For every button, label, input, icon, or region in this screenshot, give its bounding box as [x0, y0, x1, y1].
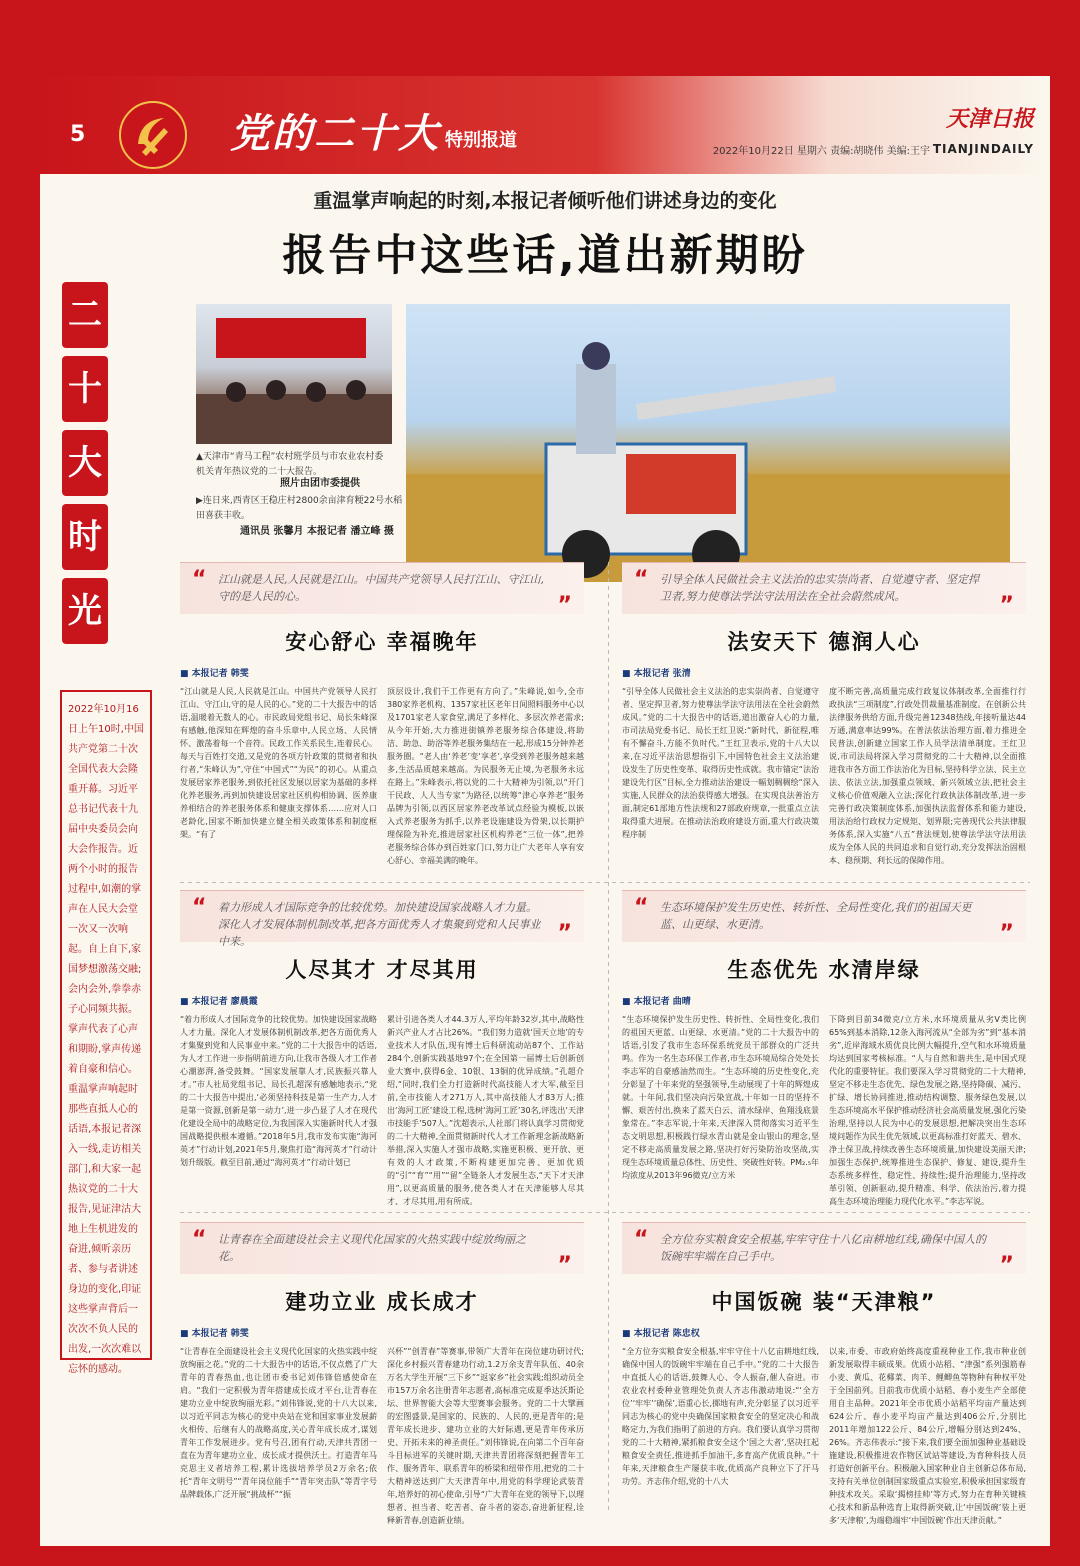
- article: [180, 562, 584, 874]
- article-title: 人尽其才 才尽其用: [285, 958, 479, 982]
- meeting-photo: [196, 304, 392, 444]
- quote-open-icon: “: [192, 1227, 207, 1252]
- quote-text: 江山就是人民,人民就是江山。中国共产党领导人民打江山、守江山,守的是人民的心。: [218, 573, 544, 603]
- article-body: 顶层设计,我们干工作更有方向了。”朱峰说,如今,全市380家养老机构、1357家社区老年日间照料服务中心以及1701家老人家食堂,满足了多样化、多层次养老需求;从今年开始,大力推进街镇养老服务综合体建设,将助洁、助急、助浴等养老服务集结在一起,形成15分钟养老服务圈。“老人由‘养老’变‘享老’,享受到养老服务越来越多,生活品质越来越高。为民服务无止境,为老服务永远在路上。”朱峰表示,将以党的二十大精神为引领,以“开门干民政、人人当专家”为路径,以统筹“津心享养老”服务品牌为引领,以西区居家养老改革试点经验为模板,以嵌入式养老服务为抓手,以养老设施建设为骨架,以长期护理保险为补充,推进居家社区机构养老“三位一体”,把养老服务综合体办到百姓家门口,努力让广大老年人享有安心舒心、幸福美满的晚年。: [387, 687, 584, 865]
- lead-kicker: 重温掌声响起的时刻,本报记者倾听他们讲述身边的变化: [313, 190, 777, 212]
- quote-open-icon: “: [634, 895, 649, 920]
- article-byline: ■ 本报记者 韩雯: [180, 666, 584, 679]
- quote-close-icon: ”: [557, 1253, 572, 1278]
- article-body: “全方位夯实粮食安全根基,牢牢守住十八亿亩耕地红线,确保中国人的饭碗牢牢端在自己手中。”党的二十大报告中直抵人心的话语,鼓舞人心、令人振奋,催人奋进。市农业农村委种业管理处负责人齐志伟激动地说:“‘全方位’‘牢牢’‘确保’,语重心长,掷地有声,充分彰显了以习近平同志为核心的党中央确保国家粮食安全的坚定决心和战略定力,为我们指明了前进的方向。我们要认真学习贯彻党的二十大精神,紧抓粮食安全这个‘国之大者’,坚决扛起粮食安全责任,推进抓手加油干,多育高产优质良种。”十年来,天津粮食生产屡获丰收,优质高产良种立下了汗马功劳。齐志伟介绍,党的十八大: [622, 1347, 819, 1486]
- article-byline: ■ 本报记者 曲晴: [622, 994, 1026, 1007]
- column-vertical-title: [62, 282, 108, 652]
- section-divider: [180, 882, 1030, 883]
- article-title: 生态优先 水清岸绿: [727, 958, 921, 982]
- dateline: 2022年10月22日 星期六 责编:胡晓伟 美编:王宇: [712, 146, 930, 157]
- column-intro: 2022年10月16日上午10时,中国共产党第二十次全国代表大会隆重开幕。习近平总书记代表十九届中央委员会向大会作报告。近两个小时的报告过程中,如潮的掌声在人民大会堂一次又一次响起。自上自下,家国梦想激荡交融;会内会外,拳拳赤子心同频共振。掌声代表了心声和期盼,掌声传递着自豪和信心。重温掌声响起时那些直抵人心的话语,本报记者深入一线,走访相关部门,和大家一起热议党的二十大报告,见证津沽大地上生机进发的奋进,倾听亲历者、参与者讲述身边的变化,印证这些掌声背后一次次不负人民的出发,一次次难以忘怀的感动。: [60, 690, 152, 1360]
- party-emblem-icon: [118, 100, 188, 170]
- quote-open-icon: “: [634, 567, 649, 592]
- article-quote: [180, 890, 584, 948]
- quote-open-icon: “: [192, 895, 207, 920]
- harvest-photo: [406, 304, 1010, 582]
- quote-open-icon: “: [634, 1227, 649, 1252]
- section-divider: [180, 1212, 1030, 1213]
- article: [622, 562, 1026, 874]
- newspaper-masthead-en: TIANJINDAILY: [932, 142, 1034, 156]
- quote-text: 着力形成人才国际竞争的比较优势。加快建设国家战略人才力量。深化人才发展体制机制改革,把各方面优秀人才集聚到党和人民事业中来。: [218, 901, 541, 948]
- quote-open-icon: “: [192, 567, 207, 592]
- vertical-char: 时: [62, 504, 108, 570]
- article: [180, 1222, 584, 1534]
- article-quote: [622, 1222, 1026, 1278]
- article-body: 下降到目前34微克/立方米,水环境质量从劣Ⅴ类比例65%到基本消除,12条入海河流从“全部为劣”到“基本消劣”,近岸海域水质优良比例大幅提升,空气和水环境质量均达到国家考核标准。“人与自然和谐共生,是中国式现代化的重要特征。我们要深入学习贯彻党的二十大精神,坚定不移走生态优先、绿色发展之路,坚持降碳、减污、扩绿、增长协同推进,推动结构调整、服务绿色发展,以生态环境高水平保护推动经济社会高质量发展,强化污染治理,坚持以人民为中心的发展思想,把解决突出生态环境问题作为民生优先领域,以更高标准打好蓝天、碧水、净土保卫战,持续改善生态环境质量,加快建设美丽天津;加强生态保护,统筹推进生态保护、修复、建设,提升生态系统多样性、稳定性、持续性;提升治理能力,坚持改革引领、创新驱动,提升精准、科学、依法治污,着力提高生态环境治理能力现代化水平。”李志军说。: [829, 1015, 1026, 1206]
- article-body: “江山就是人民,人民就是江山。中国共产党领导人民打江山、守江山,守的是人民的心。”党的二十大报告中的话语,温暖着无数人的心。市民政局党组书记、局长朱峰深有感触,他深知在辉煌的奋斗乐章中,人民立场、人民情怀、激荡着每一个音符。民政工作关系民生,连着民心。每天与百姓打交道,又是党的各项方针政策的贯彻者和执行者,“朱峰认为”,守住“中国式”“为民”的初心。从重点发展居家养老服务,到依托社区发展以居家为基础的多样化养老服务,再到加快建设居家社区机构相协调、医养康养相结合的养老服务体系和健康支撑体系……应对人口老龄化,国家不断加快建立健全相关政策体系和制度框架。“有了: [180, 687, 377, 839]
- page-number: 5: [70, 122, 86, 147]
- newspaper-page: [40, 76, 1050, 1546]
- special-report-title: 党的二十大: [230, 110, 440, 157]
- special-report-subtitle: 特别报道: [445, 130, 517, 151]
- quote-close-icon: ”: [999, 593, 1014, 618]
- page-header: [40, 76, 1050, 174]
- photo-credit: 通讯员 张馨月 本报记者 潘立峰 摄: [240, 526, 394, 537]
- article-title: 中国饭碗 装“天津粮”: [711, 1290, 937, 1314]
- newspaper-masthead: 天津日报: [945, 106, 1034, 132]
- quote-close-icon: ”: [999, 921, 1014, 946]
- article-quote: [180, 1222, 584, 1278]
- quote-close-icon: ”: [557, 593, 572, 618]
- article-body: 兴杯”“创青春”等赛事,带领广大青年在岗位建功研讨代;深化乡村振兴青春建功行动,1.2万余支青年队伍、40余万名大学生开展“三下乡”“返家乡”社会实践;组织动员全市157万余名注册青年志愿者,高标准完成夏季达沃斯论坛、世界智能大会等大型赛事会服务。党的二十大擘画的宏图盛景,是国家的、民族的、人民的,更是青年的;是青年成长进步、建功立业的大好际遇,更是青年传承历史、开拓未来的神圣责任。”刘伟锋说,在向第二个百年奋斗目标进军的关键时期,天津共青团将深刻把握青年工作、服务青年、联系青年的桥梁和纽带作用,把党的二十大精神送达到广大天津青年中,用党的科学理论武装青年,培养好的初心使命,引导“广大青年在党的领导下,以理想者、担当者、吃苦者、奋斗者的姿态,奋进新征程,诠释新青春,创造新业绩。: [387, 1347, 584, 1525]
- quote-text: 生态环境保护发生历史性、转折性、全局性变化,我们的祖国天更蓝、山更绿、水更清。: [660, 901, 972, 931]
- quote-close-icon: ”: [557, 921, 572, 946]
- article-byline: ■ 本报记者 韩雯: [180, 1326, 584, 1339]
- quote-close-icon: ”: [999, 1253, 1014, 1278]
- article: [180, 890, 584, 1206]
- article-body: “引导全体人民做社会主义法治的忠实崇尚者、自觉遵守者、坚定捍卫者,努力使尊法学法守法用法在全社会蔚然成风。”党的二十大报告中的话语,道出激奋人心的力量,市司法局党委书记、局长王红卫说:“新时代、新征程,唯有不懈奋斗,方能不负时代。”王红卫表示,党的十八大以来,在习近平法治思想指引下,中国特色社会主义法治建设发生了历史性变革、取得历史性成就。我市锚定“法治建设先行区”目标,全力推动法治建设一幅划稠稠绘“深入实施,人民群众的法治获得感大增强。在实现良法善治方面,制定61部地方性法规和27部政府规章,一批重点立法取得重大进展。在推动法治政府建设方面,重大行政决策程序制: [622, 687, 819, 839]
- article-byline: ■ 本报记者 陈忠权: [622, 1326, 1026, 1339]
- lead-headline: 报告中这些话,道出新期盼: [282, 231, 808, 281]
- quote-text: 全方位夯实粮食安全根基,牢牢守住十八亿亩耕地红线,确保中国人的饭碗牢牢端在自己手中。: [660, 1233, 986, 1263]
- article-body: “生态环境保护发生历史性、转折性、全局性变化,我们的祖国天更蓝、山更绿、水更清。”党的二十大报告中的话语,引发了我市生态环保系统党员干部群众的广泛共鸣。作为一名生态环保工作者,市生态环境局综合处处长李志军的自豪感油然而生。“生态环境的历史性变化,充分彰显了十年来党的坚强领导,生动展现了十年的辉煌成就。十年间,我们坚决向污染宣战,十年如一日的坚持不懈、艰苦付出,换来了蓝天白云、清水绿岸、鱼翔浅底景象常在。”李志军说,十年来,天津深入贯彻落实习近平生态文明思想,积极践行绿水青山就是金山银山的理念,坚定不移走高质量发展之路,坚决打好污染防治攻坚战,实现生态环境质量总体性、历史性、突破性好转。PM₂.₅年均浓度从2013年96微克/立方米: [622, 1015, 819, 1180]
- photo-credit: 照片由团市委提供: [280, 478, 360, 489]
- photo-caption: ▲天津市“青马工程”农村班学员与市农业农村委机关青年热议党的二十大报告。: [196, 452, 384, 477]
- quote-text: 引导全体人民做社会主义法治的忠实崇尚者、自觉遵守者、坚定捍卫者,努力使尊法学法守法用法在全社会蔚然成风。: [660, 573, 979, 603]
- article-body: “让青春在全面建设社会主义现代化国家的火热实践中绽放绚丽之花。”党的二十大报告中的话语,不仅点燃了广大青年的青春热血,也让团市委书记刘伟锋倍感使命在肩。“我们一定积极为青年搭建成长成才平台,让青春在建功立业中绽放绚丽光彩。”刘伟锋说,党的十八大以来,以习近平同志为核心的党中央站在党和国家事业发展薪火相传、后继有人的战略高度,关心青年成长成才,谋划青年工作发展进步。党有号召,团有行动,天津共青团一直在为青年建功立业、成长成才提供沃土。打造青年马克思主义者培养工程,累计选拔培养学员2万余名;依托“青年文明号”“青年岗位能手”“青年突击队”等青字号品牌载体,广泛开展“挑战杯”“振: [180, 1347, 377, 1499]
- article-title: 安心舒心 幸福晚年: [285, 630, 479, 654]
- article-body: 累计引进各类人才44.3万人,平均年龄32岁,其中,战略性新兴产业人才占比26%。“我们努力造就‘国天立地’的专业技术人才队伍,现有博士后科研流动站87个、工作站284个,创新实践基地97个;在全国第一届博士后创新创业大赛中,获得6金、10银、13铜的优异成绩。”孔超介绍,“同时,我们全力打造新时代高技能人才大军,截至目前,全市技能人才271万人,其中高技能人才83万人;推出‘海河工匠’建设工程,选树‘海河工匠’30名,评选出‘天津市技能手’507人。”沈超表示,人社部门将认真学习贯彻党的二十大精神,全面贯彻新时代人才工作新理念新战略新举措,深入实施人才强市战略,实施更积极、更开放、更有效的人才政策,不断构建更加完善、更加优质的“引”“育”“用”“留”全链条人才发展生态,“天下才天津用”,以更高质量的服务,使各类人才在天津能够人尽其才、才尽其用,用有所成。: [387, 1015, 584, 1206]
- meeting-photo-icon: [196, 304, 392, 444]
- article-title: 建功立业 成长成才: [285, 1290, 479, 1314]
- combine-harvester-icon: [406, 304, 1010, 582]
- article-quote: [180, 562, 584, 618]
- column-divider: [608, 562, 609, 1512]
- vertical-char: 十: [62, 356, 108, 422]
- article-body: 以来,市委、市政府始终高度重视种业工作,我市种业创新发展取得丰硕成果。优质小站稻、“津强”系列强筋春小麦、黄瓜、花椰菜、肉羊、鲤鲫鱼等物种有种权平处于全国前列。目前我市优质小站稻、春小麦生产全部使用自主品种。2021年全市优质小站稻平均亩产量达到624公斤、春小麦平均亩产量达到406公斤,分别比2011年增加122公斤、84公斤,增幅分别达到24%、26%。齐志伟表示:“接下来,我们要全面加强种业基础设施建设,积极推进农作物区试站等建设,为育种科技人员打造好创新平台。积极融入国家种业自主创新总体布局,支持有关单位创制国家级重点实验室,积极承担国家级育种技术攻关。采取‘揭榜挂帅’等方式,努力在育种关键核心技术和新品种选育上取得新突破,让‘中国饭碗’装上更多‘天津粮’,为端稳端牢‘中国饭碗’作出天津贡献。”: [829, 1347, 1026, 1525]
- article-byline: ■ 本报记者 廖晨霞: [180, 994, 584, 1007]
- article-quote: [622, 890, 1026, 946]
- vertical-char: 光: [62, 578, 108, 644]
- article-body: 度不断完善,高质量完成行政复议体制改革,全面推行行政执法“三项制度”,行政处罚裁量基准制度。在创新公共法律服务供给方面,升级完善12348热线,年接听量达44万通,满意率达99%。在普法依法治理方面,着力推进全民普法,创新建立国家工作人员学法清单制度。王红卫说,市司法局将深入学习贯彻党的二十大精神,以全面推进我市各方面工作法治化为目标,坚持科学立法、民主立法、依法立法,加强重点领域、新兴领域立法,把社会主义核心价值观融入立法;深化行政执法体制改革,进一步完善行政决策制度体系,加强执法监督体系和能力建设,用法治给行政权力定规矩、划界限;完善现代公共法律服务体系,深入实施“八五”普法规划,使尊法学法守法用法成为全体人民的共同追求和自觉行动,充分发挥法治固根本、稳预期、利长远的保障作用。: [829, 687, 1026, 865]
- article-body: “着力形成人才国际竞争的比较优势。加快建设国家战略人才力量。深化人才发展体制机制改革,把各方面优秀人才集聚到党和人民事业中来。”党的二十大报告中的话语,为人才工作进一步指明前进方向,让我市各级人才工作者心潮澎湃,备受鼓舞。“国家发展靠人才,民族振兴靠人才。”市人社局党组书记、局长孔超深有感触地表示,“党的二十大报告中提出,‘必须坚持科技是第一生产力,人才是第一资源,创新是第一动力’,进一步凸显了人才在现代化建设全局中的战略定位,为我国深入实施新时代人才强国战略提供根本遵循。”2018年5月,我市发布实施“海河英才”行动计划,2021年5月,聚焦打造“海河英才”行动计划升级版。截至目前,通过“海河英才”行动计划已: [180, 1015, 377, 1167]
- vertical-char: 大: [62, 430, 108, 496]
- article-byline: ■ 本报记者 张清: [622, 666, 1026, 679]
- article: [622, 1222, 1026, 1534]
- quote-text: 让青春在全面建设社会主义现代化国家的火热实践中绽放绚丽之花。: [218, 1233, 526, 1263]
- article: [622, 890, 1026, 1206]
- article-quote: [622, 562, 1026, 618]
- article-title: 法安天下 德润人心: [727, 630, 921, 654]
- vertical-char: 二: [62, 282, 108, 348]
- photo-caption: ▶连日来,西青区王稳庄村2800余亩津育粳22号水稻田喜获丰收。: [196, 496, 403, 521]
